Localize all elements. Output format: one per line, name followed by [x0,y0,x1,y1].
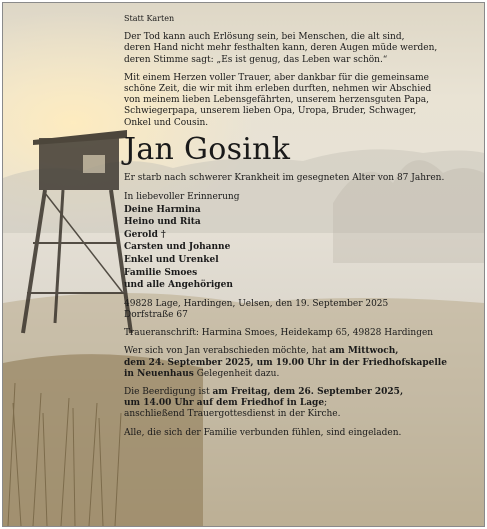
funeral-time-place: um 14.00 Uhr auf dem Friedhof in Lage [124,398,325,409]
place-and-date [124,299,474,321]
street-line: Dorfstraße 67 [124,309,188,320]
gratitude-line: Mit einem Herzen voller Trauer, aber dankbar für die gemeinsame [124,72,429,83]
farewell-text-end: Gelegenheit dazu. [193,368,280,379]
deceased-name: Jan Gosink [124,131,291,167]
gratitude-line: Schwiegerpapa, unserem lieben Opa, Uropa, Bruder, Schwager, [124,106,417,117]
header-label: Statt Karten [124,14,175,23]
mourner-entry: Heino und Rita [124,217,201,228]
farewell-location: in Neuenhaus [124,368,194,379]
mourner-entry: Gerold † [124,229,166,240]
memory-intro: In liebevoller Erinnerung [124,192,240,203]
intro-line: deren Hand nicht mehr festhalten kann, deren Augen müde werden, [124,43,438,54]
gratitude-line: schöne Zeit, die wir mit ihm erleben durften, nehmen wir Abschied [124,84,432,95]
mourner-entry: und alle Angehörigen [124,280,233,291]
mourners-list [124,191,474,292]
mourner-entry: Deine Harmina [124,204,201,215]
intro-verse [124,32,474,66]
gratitude-paragraph [124,73,474,129]
mourner-entry: Familie Smoes [124,267,198,278]
intro-line: deren Stimme sagt: „Es ist genug, das Leben war schön.“ [124,54,388,65]
funeral-text: Die Beerdigung ist [124,387,213,397]
funeral-date: am Freitag, dem 26. September 2025, [212,387,404,397]
farewell-time-place: dem 24. September 2025, um 19.00 Uhr in der Friedhofskapelle [124,357,447,368]
gratitude-line: von meinem lieben Lebensgefährten, unserem herzensguten Papa, [124,95,430,106]
obituary-notice [2,2,485,527]
mourner-entry: Carsten und Johanne [124,242,231,253]
farewell-text: Wer sich von Jan verabschieden möchte, hat [124,346,330,357]
obituary-text [124,13,474,439]
funeral-punct: ; [324,398,328,409]
intro-line: Der Tod kann auch Erlösung sein, bei Menschen, die alt sind, [124,32,405,43]
gratitude-line: Onkel und Cousin. [124,117,209,128]
mourning-address: Traueranschrift: Harmina Smoes, Heidekamp 65, 49828 Hardingen [124,328,434,339]
funeral-info [124,387,474,421]
death-statement: Er starb nach schwerer Krankheit im gesegneten Alter von 87 Jahren. [124,172,445,183]
farewell-date: am Mittwoch, [329,346,399,357]
funeral-service-line: anschließend Trauergottesdienst in der Kirche. [124,409,341,420]
closing-invitation: Alle, die sich der Familie verbunden fühlen, sind eingeladen. [124,427,402,438]
mourner-entry: Enkel und Urenkel [124,255,219,265]
place-date-line: 49828 Lage, Hardingen, Uelsen, den 19. September 2025 [124,298,389,309]
farewell-info [124,346,474,380]
